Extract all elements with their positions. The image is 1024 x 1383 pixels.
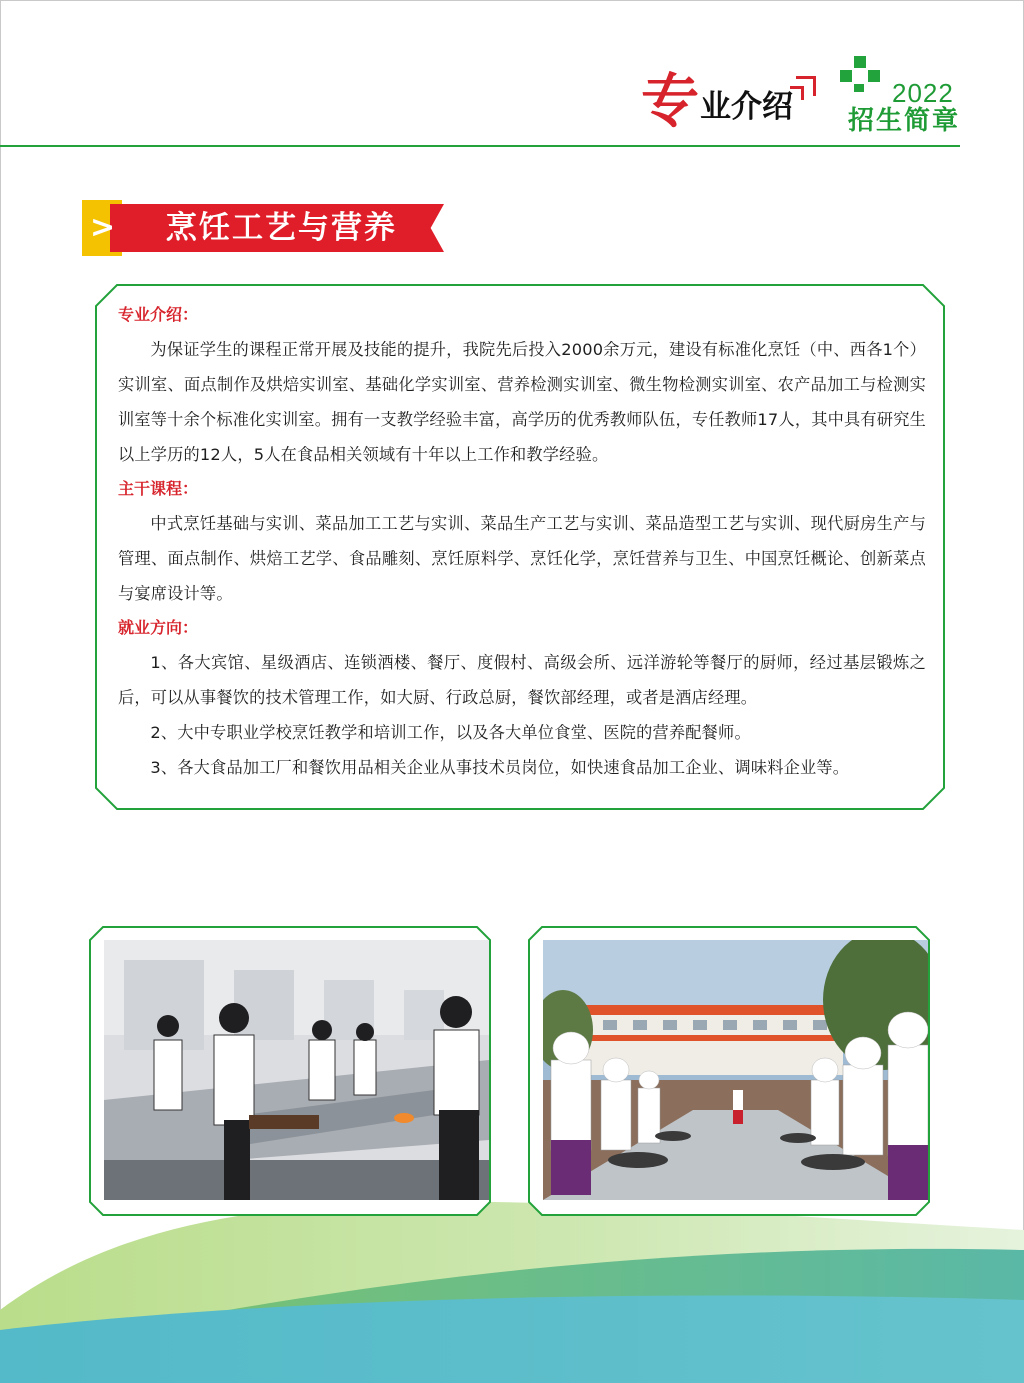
header-subtitle: 招生简章 <box>848 106 961 136</box>
intro-paragraph: 为保证学生的课程正常开展及技能的提升，我院先后投入2000余万元，建设有标准化烹饪（中、西各1个）实训室、面点制作及烘焙实训室、基础化学实训室、营养检测实训室、微生物检测实训室、农产品加工与检测实训室等十余个标准化实训室。拥有一支教学经验丰富，高学历的优秀教师队伍，专任教师17人，其中具有研究生以上学历的12人，5人在食品相关领域有十年以上工作和教学经验。 <box>118 340 926 464</box>
chevron-right-icon: > <box>90 210 116 245</box>
career-item: 1、各大宾馆、星级酒店、连锁酒楼、餐厅、度假村、高级会所、远洋游轮等餐厅的厨师，经过基层锻炼之后，可以从事餐饮的技术管理工作，如大厨、行政总厨，餐饮部经理，或者是酒店经理。 <box>118 653 926 707</box>
content-body <box>118 298 926 785</box>
intro-heading: 专业介绍： <box>118 305 199 324</box>
header-divider <box>0 145 960 147</box>
section-title: 烹饪工艺与营养 <box>166 210 397 246</box>
photo-frame-left <box>89 926 491 1216</box>
section-banner <box>82 200 444 256</box>
header-title-rest: 业介绍 <box>700 89 794 125</box>
career-heading: 就业方向： <box>118 618 199 637</box>
photo-frame-right <box>528 926 930 1216</box>
cooking-classroom-photo <box>104 940 489 1200</box>
brand-squares-icon <box>840 56 886 92</box>
header-title-first-char: 专 <box>635 67 703 135</box>
courses-paragraph: 中式烹饪基础与实训、菜品加工工艺与实训、菜品生产工艺与实训、菜品造型工艺与实训、现代厨房生产与管理、面点制作、烘焙工艺学、食品雕刻、烹饪原料学、烹饪化学，烹饪营养与卫生、中国烹饪概论、创新菜点与宴席设计等。 <box>118 514 926 603</box>
header-year: 2022 <box>892 78 954 108</box>
page-header-title <box>635 66 794 135</box>
chefs-outdoor-photo <box>543 940 928 1200</box>
courses-heading: 主干课程： <box>118 479 199 498</box>
career-item: 3、各大食品加工厂和餐饮用品相关企业从事技术员岗位，如快速食品加工企业、调味料企业等。 <box>150 758 850 777</box>
header-corner-decoration-inner <box>790 86 804 100</box>
career-item: 2、大中专职业学校烹饪教学和培训工作，以及各大单位食堂、医院的营养配餐师。 <box>150 723 751 742</box>
